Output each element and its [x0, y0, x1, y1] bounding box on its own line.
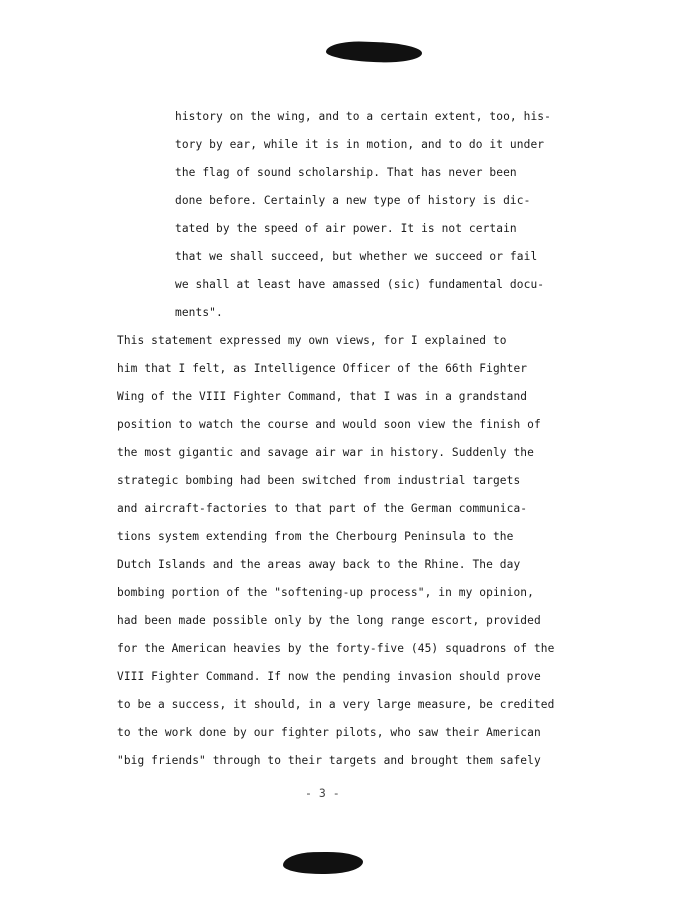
quote-line: we shall at least have amassed (sic) fundamental docu-	[175, 278, 545, 291]
body-line: position to watch the course and would soon view the finish of	[117, 418, 541, 431]
quote-line: tated by the speed of air power. It is not certain	[175, 222, 517, 235]
body-line: This statement expressed my own views, for I explained to	[117, 334, 507, 347]
body-line: Wing of the VIII Fighter Command, that I was in a grandstand	[117, 390, 528, 403]
body-line: bombing portion of the "softening-up process", in my opinion,	[117, 586, 534, 599]
quote-line: the flag of sound scholarship. That has never been	[175, 166, 517, 179]
body-line: VIII Fighter Command. If now the pending invasion should prove	[117, 670, 541, 683]
body-line: strategic bombing had been switched from industrial targets	[117, 474, 521, 487]
body-line: "big friends" through to their targets and brought them safely	[117, 754, 541, 767]
body-line: to be a success, it should, in a very large measure, be credited	[117, 698, 555, 711]
redaction-mark-top	[326, 40, 423, 63]
quote-line: history on the wing, and to a certain extent, too, his-	[175, 110, 551, 123]
quote-line: that we shall succeed, but whether we succeed or fail	[175, 250, 538, 263]
body-line: for the American heavies by the forty-five (45) squadrons of the	[117, 642, 555, 655]
body-line: to the work done by our fighter pilots, who saw their American	[117, 726, 541, 739]
body-line: the most gigantic and savage air war in history. Suddenly the	[117, 446, 534, 459]
quote-line: ments".	[175, 306, 223, 319]
body-line: Dutch Islands and the areas away back to the Rhine. The day	[117, 558, 521, 571]
quote-line: done before. Certainly a new type of history is dic-	[175, 194, 531, 207]
body-line: tions system extending from the Cherbourg Peninsula to the	[117, 530, 514, 543]
body-line: and aircraft-factories to that part of the German communica-	[117, 502, 528, 515]
redaction-mark-bottom	[283, 851, 363, 874]
body-line: him that I felt, as Intelligence Officer of the 66th Fighter	[117, 362, 528, 375]
page-number: - 3 -	[305, 786, 340, 800]
body-line: had been made possible only by the long range escort, provided	[117, 614, 541, 627]
quote-line: tory by ear, while it is in motion, and to do it under	[175, 138, 545, 151]
